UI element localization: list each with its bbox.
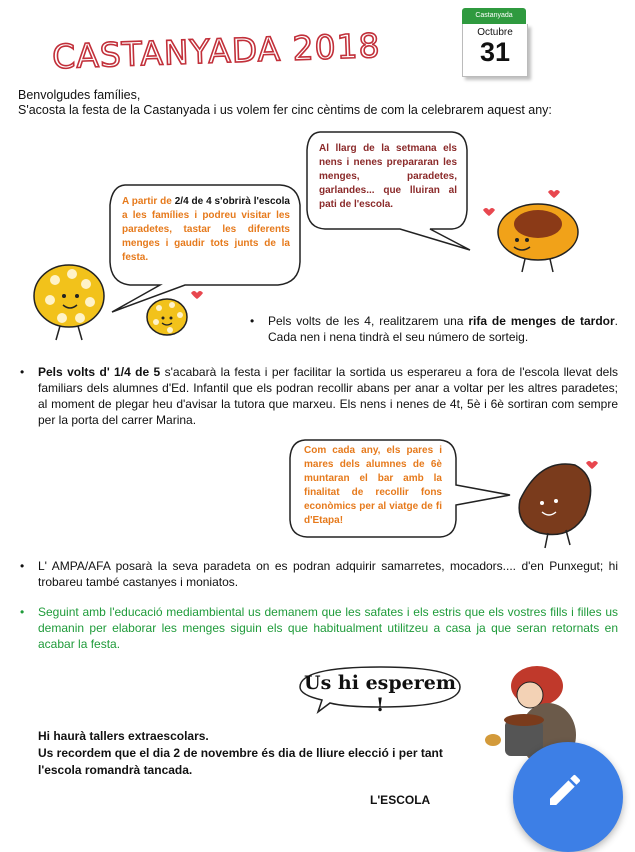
greeting-line-1: Benvolgudes famílies, <box>18 88 141 102</box>
calendar-month: Octubre <box>477 27 513 38</box>
chestnut-character <box>519 461 598 548</box>
paragraph-rifa: • Pels volts de les 4, realitzarem una rifa de menges de tardor. Cada nen i nena tindrà el seu número de sorteig. <box>250 314 618 344</box>
signature: L'ESCOLA <box>370 793 431 807</box>
bullet-icon: • <box>20 559 25 573</box>
svg-text:CASTANYADA 2018: CASTANYADA 2018 <box>51 25 382 77</box>
bubble-1-text: A partir de 2/4 de 4 s'obrirà l'escola a les famílies i podreu visitar les paradetes, tastar les diferents menges i gaudir tots junts de la festa. <box>122 196 290 263</box>
bullet-icon: • <box>250 314 255 328</box>
closing-notes <box>38 728 468 779</box>
notes-line-2: Us recordem que el dia 2 de novembre és dia de lliure elecció i per tant l'escola romandrà tancada. <box>38 746 443 777</box>
cta-text: Us hi esperem ! <box>304 672 456 716</box>
bubble-3-text: Com cada any, els pares i mares dels alumnes de 6è muntaran el bar amb la finalitat de recollir fons econòmics per al viatge de fi d'Etapa! <box>304 445 442 526</box>
pencil-icon <box>545 770 585 810</box>
paragraph-end-party: • Pels volts d' 1/4 de 5 s'acabarà la festa i per facilitar la sortida us esperareu a fora de l'escola llevat dels familiars dels alumnes d'Ed. Infantil que els podran recollir abans per anar a voltar per les altres paradetes; al moment de plegar heu d'avisar la tutora que marxeu. Els nens i nenes de 4t, 5è i 6è sortiran com sempre per la porta del carrer Marina. <box>20 365 619 427</box>
bullet-icon: • <box>20 365 25 379</box>
edit-fab-button[interactable] <box>513 742 623 852</box>
greeting-line-2: S'acosta la festa de la Castanyada i us volem fer cinc cèntims de com la celebrarem aquest any: <box>18 103 552 117</box>
calendar-label: Castanyada <box>462 8 526 24</box>
notes-line-1: Hi haurà tallers extraescolars. <box>38 729 209 743</box>
panellet-character-small <box>147 291 203 335</box>
bubble-2-text: Al llarg de la setmana els nens i nenes prepararan les menges, paradetes, garlandes... que lluiran al pati de l'escola. <box>319 143 457 210</box>
bullet-icon: • <box>20 605 25 619</box>
paragraph-environment: • Seguint amb l'educació mediambiental us demanem que les safates i els estris que els vostres fills i filles us demanin per elaborar les menges siguin els que habitualment utilitzeu a casa ja que seran retornats en acabar la festa. <box>20 605 618 651</box>
panellet-character-big <box>34 265 104 340</box>
paragraph-ampa: • L' AMPA/AFA posarà la seva paradeta on es podran adquirir samarretes, mocadors.... d'en Punxegut; hi trobareu també castanyes i moniatos. <box>20 559 618 589</box>
calendar-day: 31 <box>479 37 511 67</box>
sweet-character <box>483 190 578 272</box>
